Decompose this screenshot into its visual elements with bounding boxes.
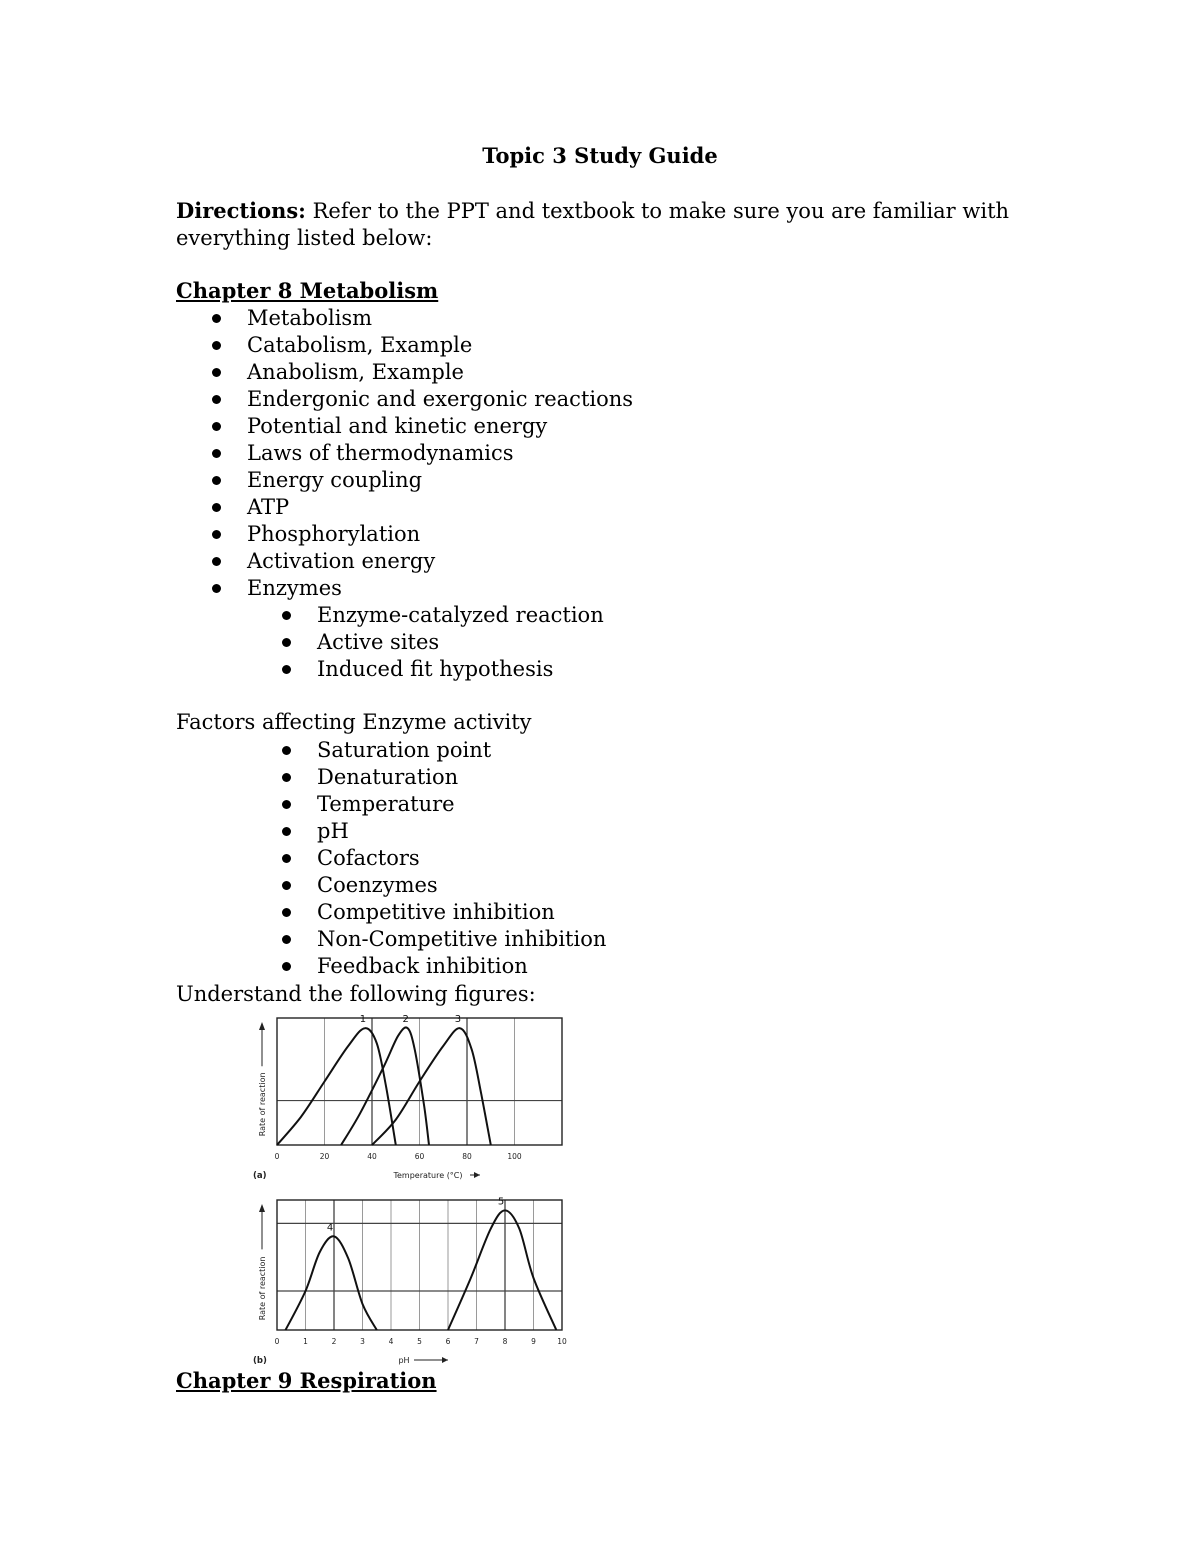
figures-intro: Understand the following figures: [176,982,536,1006]
x-tick-label: 9 [531,1337,536,1346]
chapter8-list-item: Endergonic and exergonic reactions [210,386,633,413]
enzymes-sublist-item: Active sites [280,629,604,656]
enzymes-sublist-item: Enzyme-catalyzed reaction [280,602,604,629]
series-label: 4 [326,1222,334,1234]
x-tick-label: 0 [274,1152,280,1161]
x-tick-label: 8 [502,1337,508,1346]
panel-label: (b) [253,1356,267,1366]
enzymes-sublist [280,602,604,683]
factors-list-item: pH [280,818,606,845]
series-label: 2 [402,1014,409,1026]
chapter8-list-item: Metabolism [210,305,633,332]
series-line-5 [448,1210,556,1330]
directions-paragraph [176,197,1036,252]
x-axis-arrowhead [474,1172,480,1178]
x-tick-label: 5 [417,1337,422,1346]
factors-list-item: Cofactors [280,845,606,872]
x-tick-label: 60 [414,1152,425,1161]
series-label: 1 [359,1014,367,1026]
x-tick-label: 10 [557,1337,567,1346]
y-axis-label: Rate of reaction [258,1256,267,1321]
chapter8-list-item: Enzymes [210,575,633,602]
x-axis-label: pH [398,1356,410,1365]
x-tick-label: 0 [274,1337,280,1346]
x-tick-label: 20 [319,1152,330,1161]
directions-label: Directions: [176,198,306,223]
factors-list-item: Coenzymes [280,872,606,899]
factors-list [280,737,606,980]
x-tick-label: 6 [445,1337,451,1346]
y-axis-arrowhead [259,1204,265,1212]
chapter9-heading: Chapter 9 Respiration [176,1368,437,1393]
factors-list-item: Denaturation [280,764,606,791]
chapter8-list-item: Potential and kinetic energy [210,413,633,440]
factors-heading: Factors affecting Enzyme activity [176,710,532,734]
chapter8-list-item: Phosphorylation [210,521,633,548]
chapter8-list-item: Laws of thermodynamics [210,440,633,467]
chapter8-list-item: ATP [210,494,633,521]
directions-text: Refer to the PPT and textbook to make sure you are familiar with everything listed below: [176,199,1010,250]
chapter8-list-item: Catabolism, Example [210,332,633,359]
x-axis-label: Temperature (°C) [393,1171,463,1180]
x-tick-label: 40 [367,1152,377,1161]
x-tick-label: 1 [303,1337,308,1346]
series-line-3 [372,1028,491,1145]
series-line-4 [286,1236,377,1330]
enzymes-sublist-item: Induced fit hypothesis [280,656,604,683]
x-tick-label: 80 [462,1152,472,1161]
factors-list-item: Non-Competitive inhibition [280,926,606,953]
x-tick-label: 3 [360,1337,365,1346]
series-line-1 [277,1028,396,1145]
factors-list-item: Feedback inhibition [280,953,606,980]
chapter8-list-item: Anabolism, Example [210,359,633,386]
x-axis-arrowhead [442,1357,448,1363]
factors-list-item: Competitive inhibition [280,899,606,926]
factors-list-item: Temperature [280,791,606,818]
chapter8-list-item: Activation energy [210,548,633,575]
x-tick-label: 7 [474,1337,479,1346]
series-label: 3 [454,1014,462,1026]
chapter8-heading: Chapter 8 Metabolism [176,278,439,303]
page-title: Topic 3 Study Guide [482,143,718,168]
ph-chart [248,1194,570,1366]
chapter8-list [210,305,633,602]
x-tick-label: 100 [507,1152,522,1161]
series-label: 5 [497,1196,505,1208]
y-axis-label: Rate of reaction [258,1072,267,1137]
temperature-chart [248,1012,570,1180]
chapter8-list-item: Energy coupling [210,467,633,494]
x-tick-label: 2 [331,1337,337,1346]
factors-list-item: Saturation point [280,737,606,764]
y-axis-arrowhead [259,1022,265,1030]
x-tick-label: 4 [388,1337,394,1346]
panel-label: (a) [253,1171,267,1180]
